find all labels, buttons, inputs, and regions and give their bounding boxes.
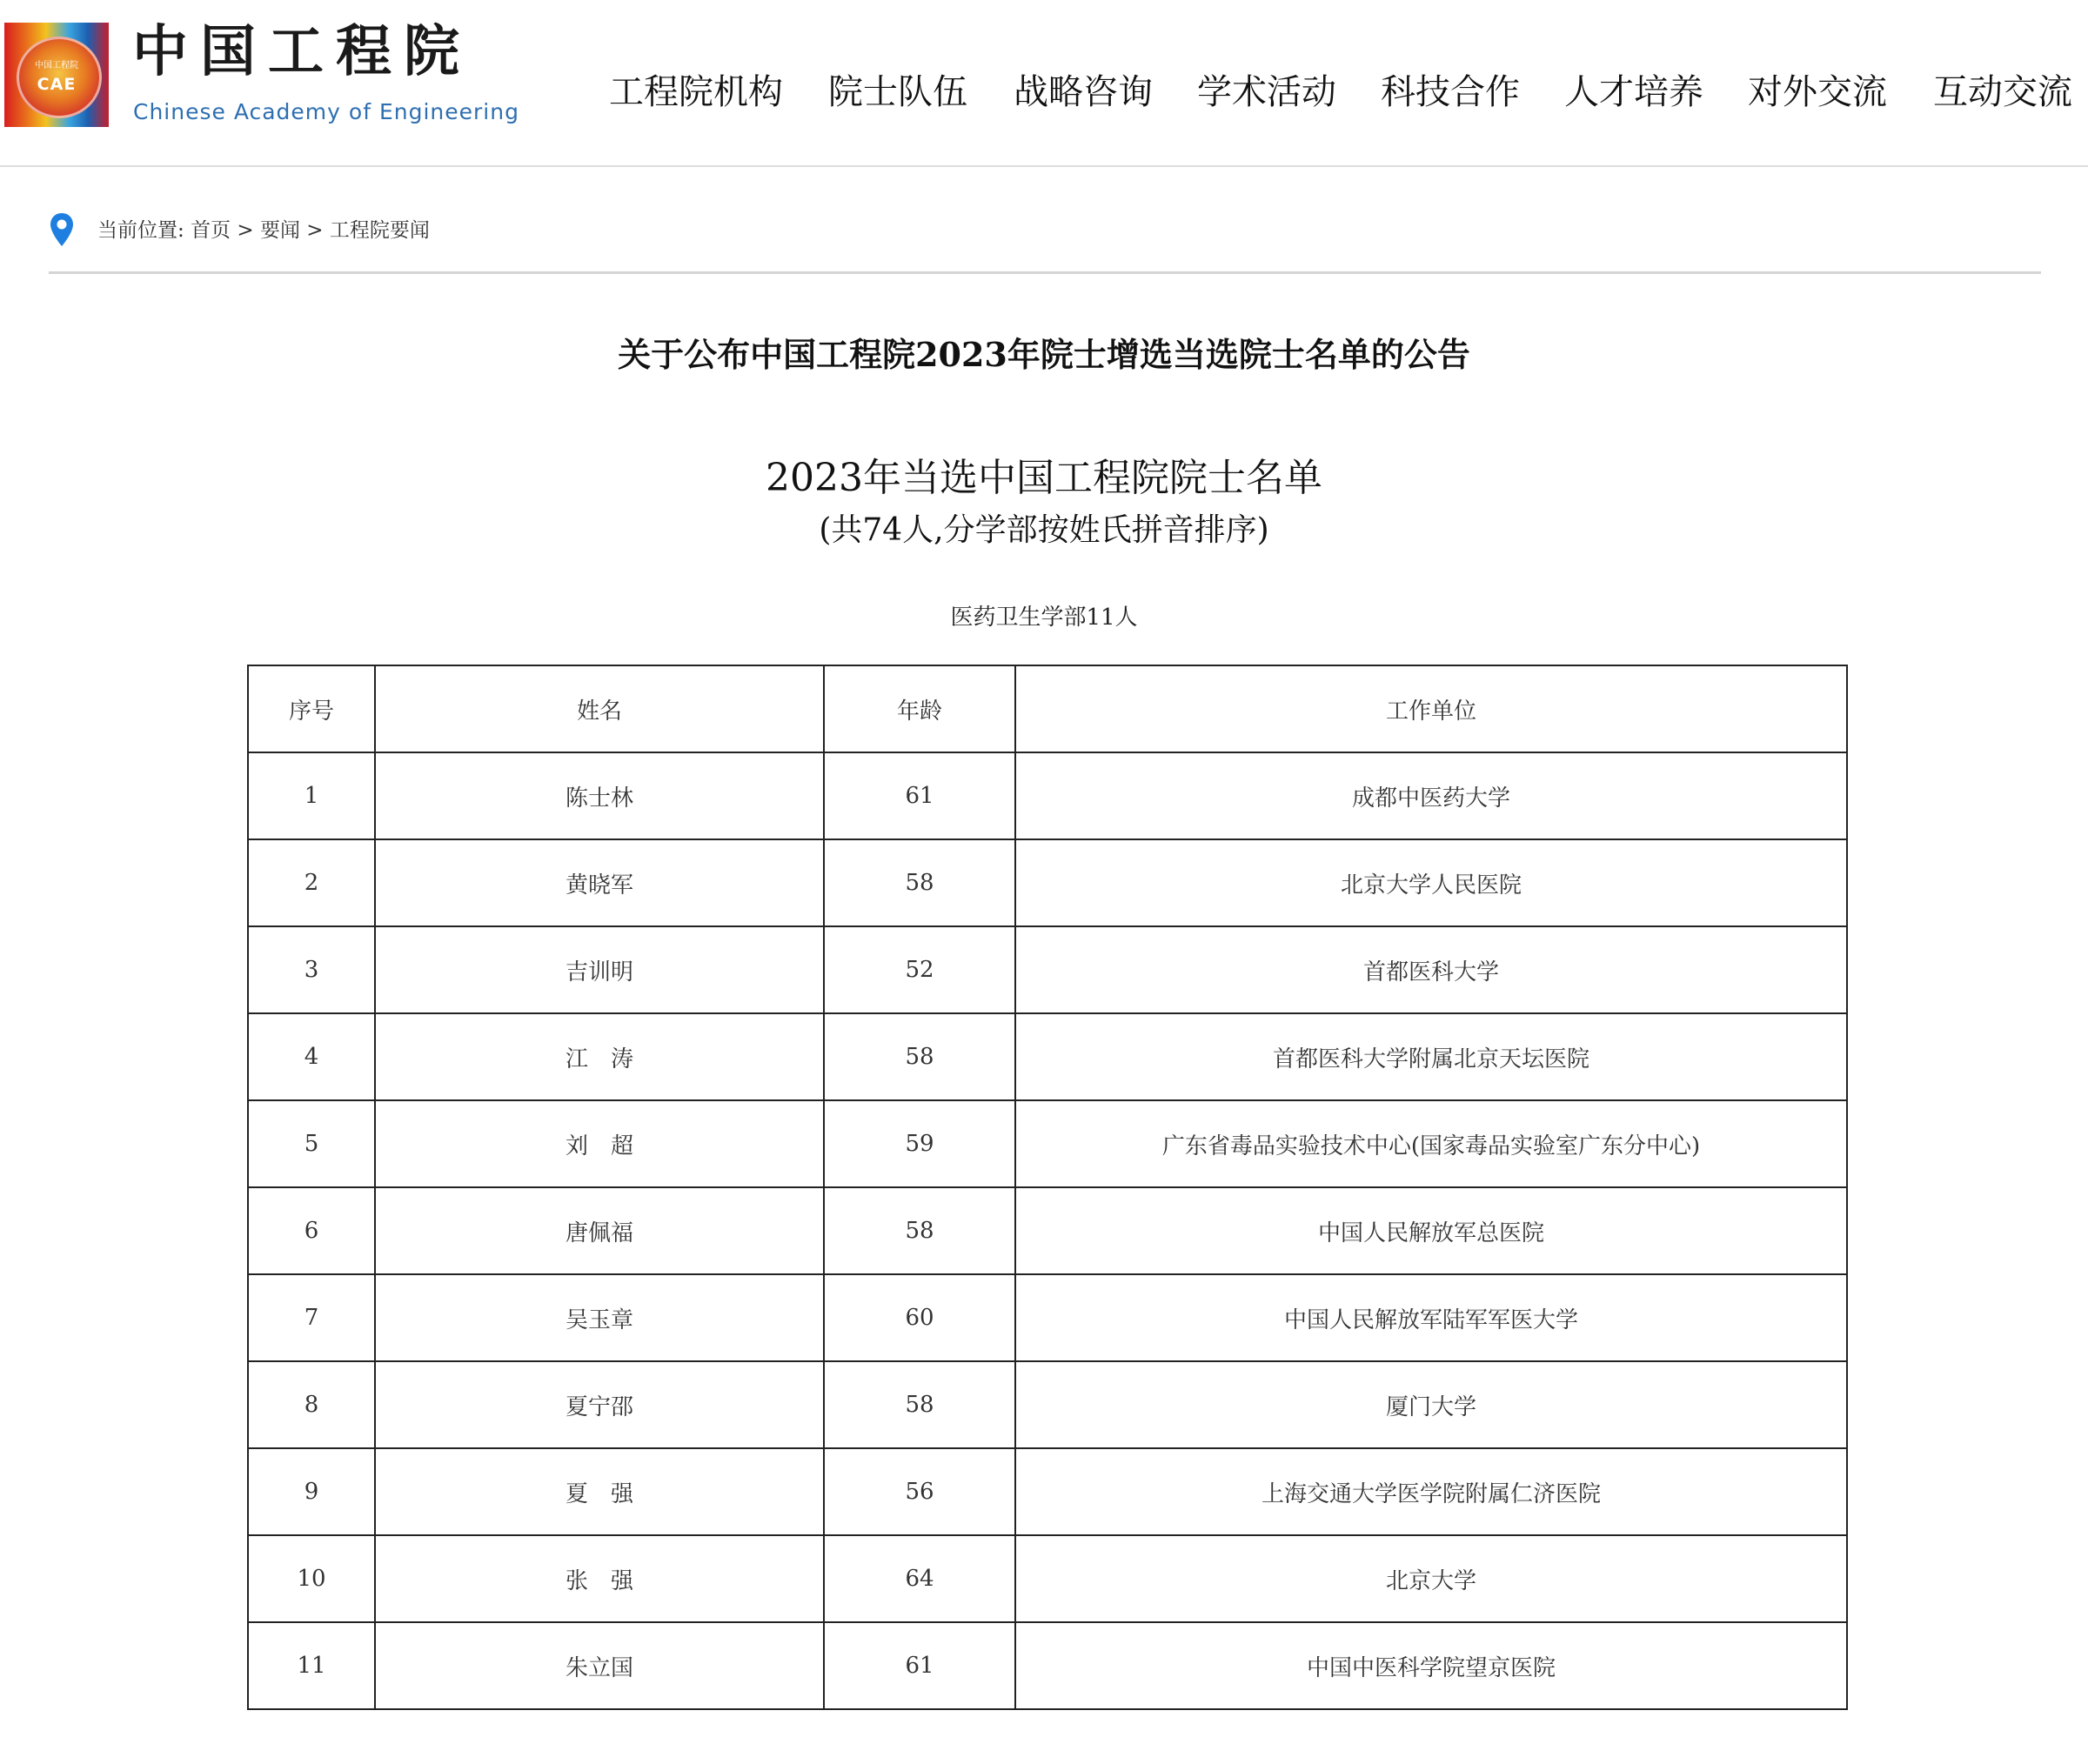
- logo-small-text: 中国工程院: [35, 61, 78, 70]
- cell-index: 5: [248, 1100, 375, 1187]
- cell-index: 3: [248, 926, 375, 1013]
- breadcrumb-trail: [97, 217, 430, 244]
- cell-name: 夏 强: [375, 1448, 824, 1535]
- list-note: (共74人,分学部按姓氏拼音排序): [819, 512, 1269, 548]
- table-header-row: [248, 665, 1847, 752]
- cell-age: 61: [824, 752, 1015, 839]
- cell-index: 11: [248, 1622, 375, 1709]
- academician-table: [247, 665, 1848, 1710]
- cell-name: 黄晓军: [375, 839, 824, 926]
- breadcrumb-news[interactable]: 要闻: [259, 219, 300, 242]
- cell-name: 吴玉章: [375, 1274, 824, 1361]
- table-row: [248, 1013, 1847, 1100]
- nav-item-academic[interactable]: 学术活动: [1197, 72, 1336, 112]
- article-title: 关于公布中国工程院2023年院士增选当选院士名单的公告: [618, 335, 1470, 374]
- header-workplace: 工作单位: [1015, 665, 1847, 752]
- cell-workplace: 厦门大学: [1015, 1361, 1847, 1448]
- cell-name: 刘 超: [375, 1100, 824, 1187]
- cell-index: 8: [248, 1361, 375, 1448]
- breadcrumb-current[interactable]: 工程院要闻: [329, 219, 430, 242]
- cell-index: 2: [248, 839, 375, 926]
- cell-workplace: 中国人民解放军总医院: [1015, 1187, 1847, 1274]
- cell-name: 朱立国: [375, 1622, 824, 1709]
- nav-item-talent[interactable]: 人才培养: [1564, 72, 1703, 112]
- cell-index: 6: [248, 1187, 375, 1274]
- cell-index: 1: [248, 752, 375, 839]
- nav-item-strategy[interactable]: 战略咨询: [1014, 72, 1153, 112]
- table-row: [248, 1274, 1847, 1361]
- cell-name: 夏宁邵: [375, 1361, 824, 1448]
- table-row: [248, 1622, 1847, 1709]
- cell-workplace: 中国人民解放军陆军军医大学: [1015, 1274, 1847, 1361]
- cell-age: 58: [824, 1187, 1015, 1274]
- table-row: [248, 1100, 1847, 1187]
- cell-workplace: 北京大学人民医院: [1015, 839, 1847, 926]
- cell-age: 58: [824, 839, 1015, 926]
- header-age: 年龄: [824, 665, 1015, 752]
- table-row: [248, 1535, 1847, 1622]
- breadcrumb-divider: [49, 271, 2041, 274]
- cell-name: 江 涛: [375, 1013, 824, 1100]
- breadcrumb-separator: >: [306, 219, 324, 242]
- cell-workplace: 中国中医科学院望京医院: [1015, 1622, 1847, 1709]
- nav-item-interaction[interactable]: 互动交流: [1933, 72, 2072, 112]
- nav-item-cooperation[interactable]: 科技合作: [1381, 72, 1520, 112]
- table-row: [248, 752, 1847, 839]
- list-title: 2023年当选中国工程院院士名单: [766, 456, 1322, 500]
- cell-workplace: 广东省毒品实验技术中心(国家毒品实验室广东分中心): [1015, 1100, 1847, 1187]
- cell-workplace: 首都医科大学: [1015, 926, 1847, 1013]
- table-row: [248, 839, 1847, 926]
- cell-age: 61: [824, 1622, 1015, 1709]
- map-pin-icon: [49, 212, 75, 247]
- table-row: [248, 926, 1847, 1013]
- cell-index: 10: [248, 1535, 375, 1622]
- site-name-cn[interactable]: 中国工程院: [132, 19, 472, 84]
- breadcrumb-home[interactable]: 首页: [191, 219, 231, 242]
- nav-item-academicians[interactable]: 院士队伍: [828, 72, 967, 112]
- header-name: 姓名: [375, 665, 824, 752]
- breadcrumb-prefix: 当前位置:: [97, 219, 184, 242]
- cell-index: 7: [248, 1274, 375, 1361]
- cell-name: 唐佩福: [375, 1187, 824, 1274]
- cell-workplace: 北京大学: [1015, 1535, 1847, 1622]
- breadcrumb-separator: >: [237, 219, 254, 242]
- cell-age: 60: [824, 1274, 1015, 1361]
- site-name-en: Chinese Academy of Engineering: [133, 99, 519, 124]
- cell-name: 陈士林: [375, 752, 824, 839]
- header-index: 序号: [248, 665, 375, 752]
- table-row: [248, 1448, 1847, 1535]
- cell-workplace: 成都中医药大学: [1015, 752, 1847, 839]
- division-heading: 医药卫生学部11人: [950, 605, 1138, 631]
- cell-age: 58: [824, 1013, 1015, 1100]
- nav-item-institutions[interactable]: 工程院机构: [609, 72, 783, 112]
- table-row: [248, 1187, 1847, 1274]
- cell-workplace: 上海交通大学医学院附属仁济医院: [1015, 1448, 1847, 1535]
- nav-item-exchange[interactable]: 对外交流: [1748, 72, 1887, 112]
- cell-index: 9: [248, 1448, 375, 1535]
- logo-abbr: CAE: [37, 75, 77, 94]
- cell-name: 吉训明: [375, 926, 824, 1013]
- table-row: [248, 1361, 1847, 1448]
- cell-age: 52: [824, 926, 1015, 1013]
- cell-age: 64: [824, 1535, 1015, 1622]
- cell-workplace: 首都医科大学附属北京天坛医院: [1015, 1013, 1847, 1100]
- cell-name: 张 强: [375, 1535, 824, 1622]
- cell-index: 4: [248, 1013, 375, 1100]
- site-header: [0, 0, 2088, 167]
- cae-logo[interactable]: [4, 23, 109, 127]
- cell-age: 58: [824, 1361, 1015, 1448]
- cell-age: 59: [824, 1100, 1015, 1187]
- cell-age: 56: [824, 1448, 1015, 1535]
